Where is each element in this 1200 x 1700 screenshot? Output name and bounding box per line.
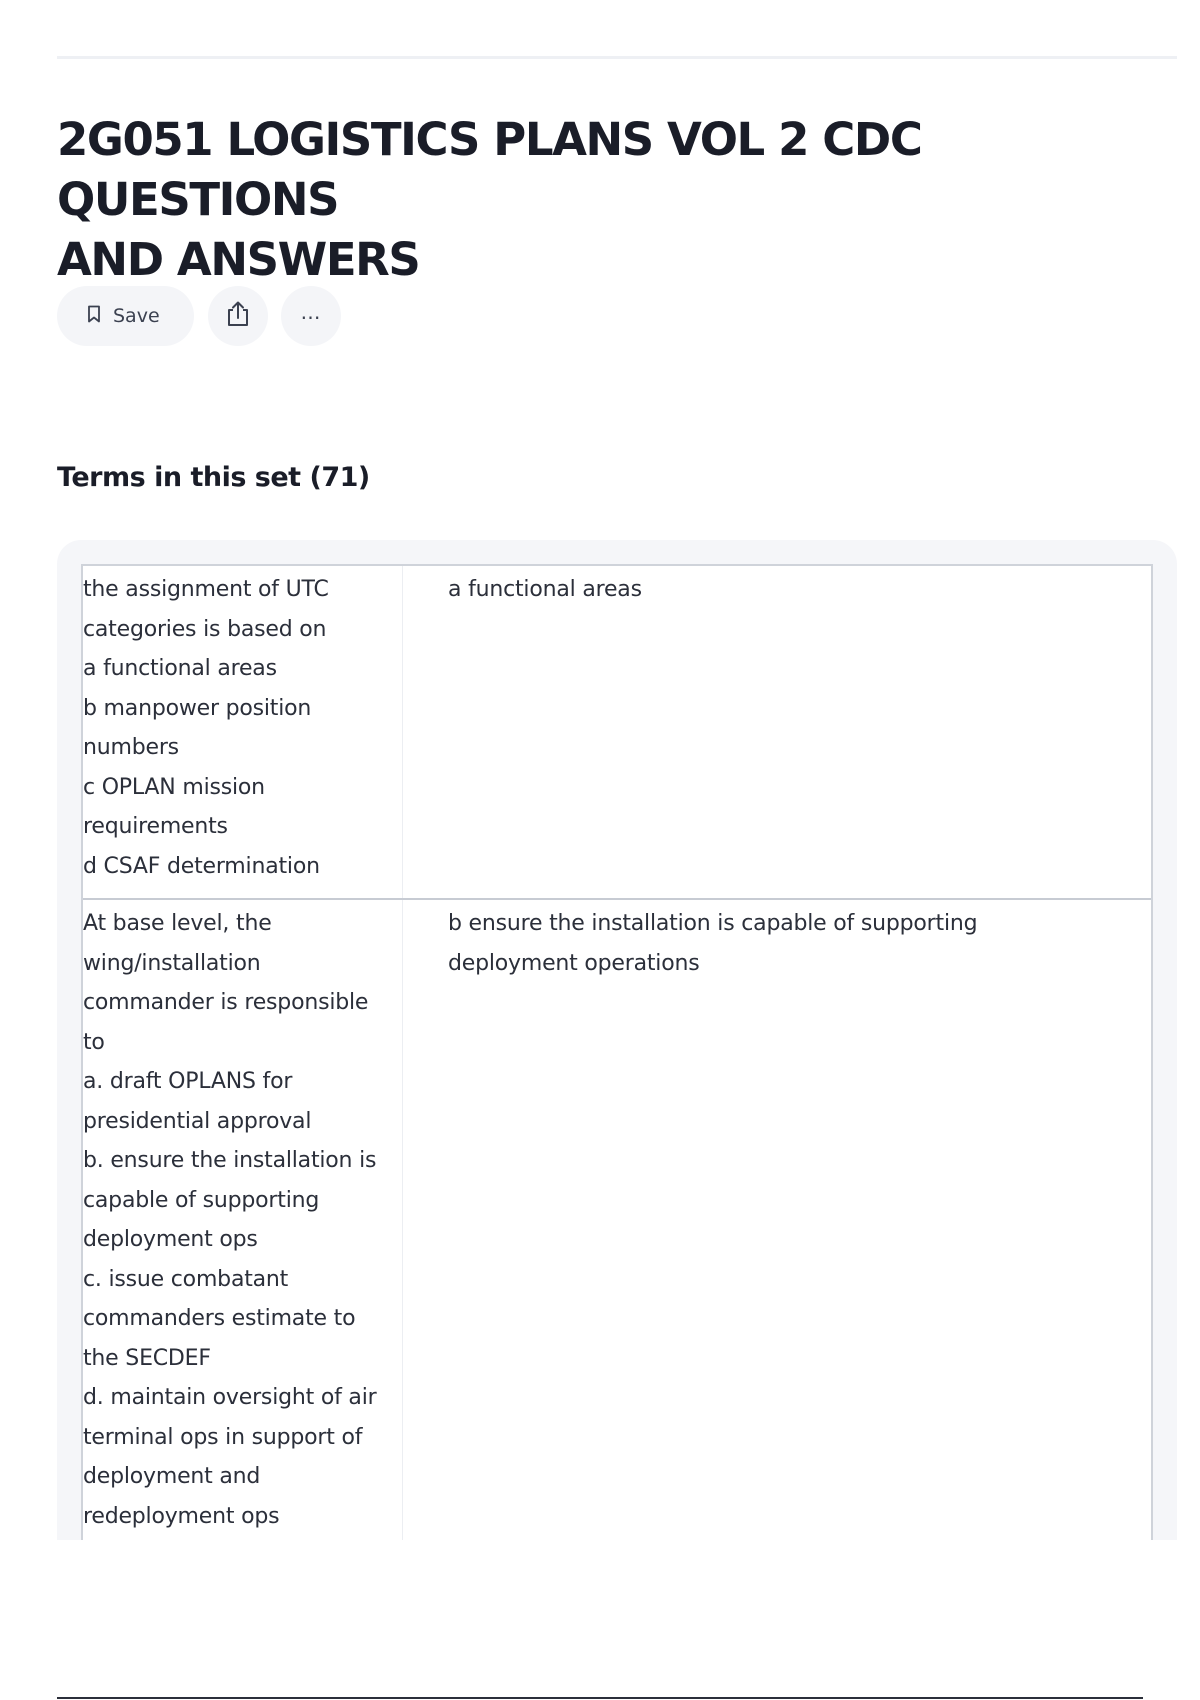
term-question-line: commanders estimate to [83, 1306, 356, 1331]
term-question-line: numbers [83, 735, 179, 760]
more-options-button[interactable] [281, 286, 341, 346]
term-question [83, 900, 403, 1540]
term-question-line: At base level, the [83, 911, 272, 936]
bookmark-icon [87, 305, 101, 327]
term-question-line: commander is responsible [83, 990, 369, 1015]
term-question-line: to [83, 1029, 105, 1055]
term-question-line: d CSAF determination [83, 853, 320, 879]
term-answer-line: deployment operations [448, 951, 700, 976]
term-question-line: terminal ops in support of [83, 1424, 363, 1450]
term-question-line: c. issue combatant [83, 1266, 289, 1292]
term-question-line: deployment and [83, 1464, 261, 1489]
header-divider [57, 56, 1177, 59]
term-question-line: wing/installation [83, 950, 261, 976]
terms-heading: Terms in this set (71) [57, 462, 370, 493]
term-answer-line: a functional areas [448, 577, 642, 602]
term-question [83, 566, 403, 898]
term-question-line: d. maintain oversight of air [83, 1385, 377, 1410]
footer-divider [57, 1697, 1143, 1699]
term-question-line: categories is based on [83, 616, 327, 642]
term-row [83, 900, 1151, 1540]
share-icon [225, 300, 251, 332]
save-button-label: Save [113, 305, 160, 327]
page-title-line: AND ANSWERS [57, 233, 420, 286]
term-answer [403, 566, 1151, 898]
terms-card [57, 540, 1177, 1540]
save-button[interactable] [57, 286, 194, 346]
share-button[interactable] [208, 286, 268, 346]
terms-table [81, 564, 1153, 1540]
term-question-line: the assignment of UTC [83, 577, 329, 602]
term-question-line: redeployment ops [83, 1503, 280, 1529]
term-question-line: b. ensure the installation is [83, 1148, 377, 1173]
term-answer [403, 900, 1151, 1540]
term-question-line: c OPLAN mission [83, 774, 265, 800]
term-question-line: requirements [83, 814, 228, 839]
term-question-line: presidential approval [83, 1108, 312, 1134]
term-question-line: a. draft OPLANS for [83, 1069, 293, 1094]
more-dots-icon: … [300, 300, 322, 324]
action-bar [57, 286, 341, 346]
term-question-line: b manpower position [83, 695, 312, 721]
page-title-line: 2G051 LOGISTICS PLANS VOL 2 CDC QUESTIONS [57, 113, 922, 226]
term-row [83, 566, 1151, 900]
term-answer-line: b ensure the installation is capable of supporting [448, 911, 978, 936]
term-question-line: capable of supporting [83, 1187, 320, 1213]
term-question-line: a functional areas [83, 656, 277, 681]
page-title [57, 110, 1182, 290]
term-question-line: the SECDEF [83, 1345, 211, 1371]
term-question-line: deployment ops [83, 1227, 258, 1252]
